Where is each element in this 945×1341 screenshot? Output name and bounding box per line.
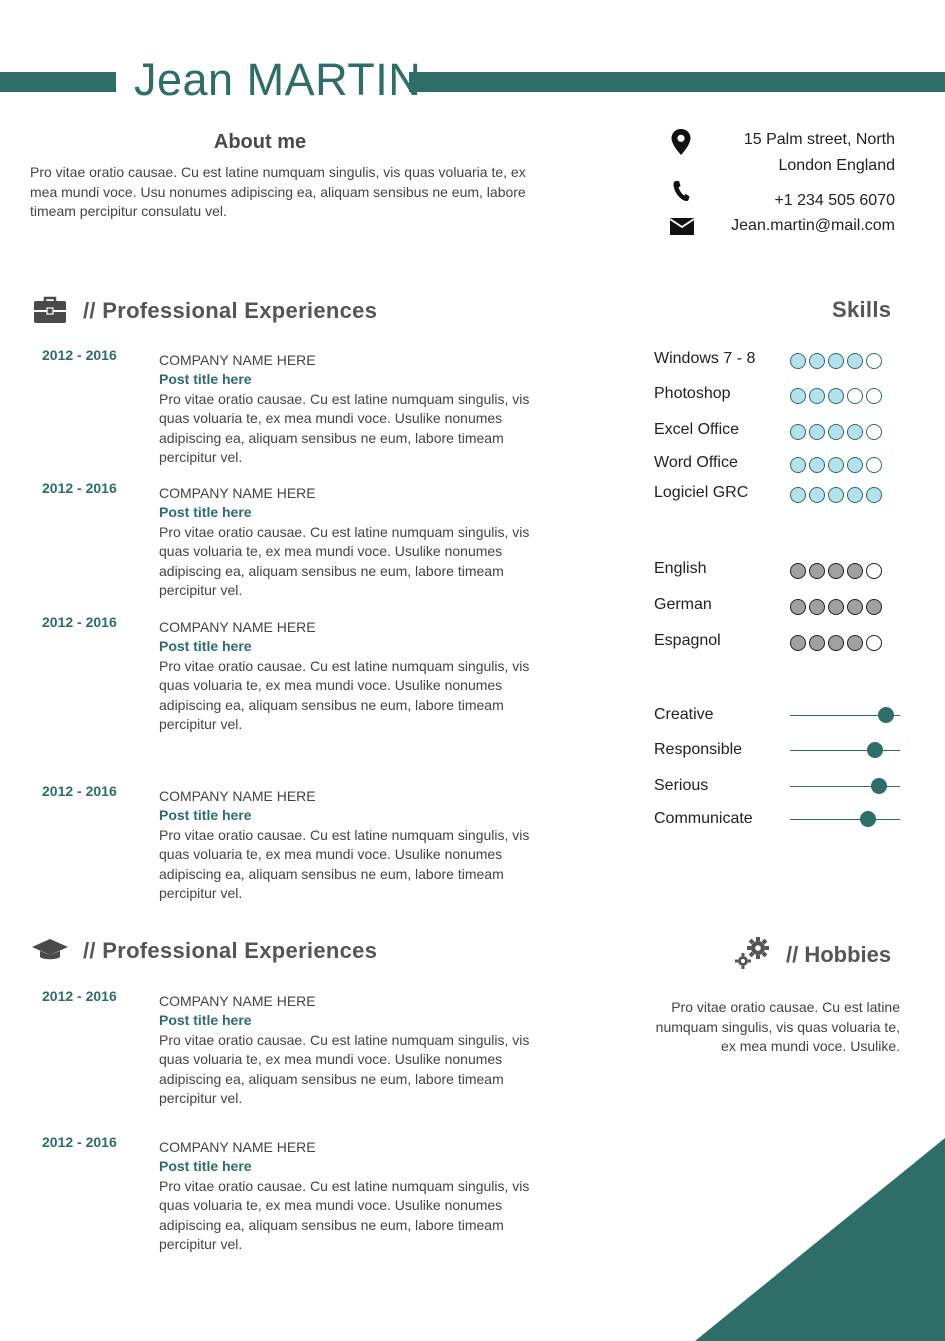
rating-dot-empty	[866, 457, 882, 473]
rating-dot-filled	[790, 635, 806, 651]
rating-dot-filled	[847, 353, 863, 369]
experience-date: 2012 - 2016	[42, 614, 117, 630]
experience-date: 2012 - 2016	[42, 347, 117, 363]
experience-company: COMPANY NAME HERE	[159, 352, 316, 368]
rating-dot-filled	[790, 353, 806, 369]
gears-icon	[733, 936, 771, 970]
rating-dot-filled	[847, 487, 863, 503]
skills-title: Skills	[832, 297, 892, 322]
experience-entry	[159, 787, 559, 903]
education-description: Pro vitae oratio causae. Cu est latine numquam singulis, vis quas voluaria te, ex mea mundi voce. Usulike nonumes adipiscing ea, aliquam sensibus ne eum, labore timeam percipitur vel.	[159, 1177, 530, 1253]
rating-dot-filled	[828, 457, 844, 473]
rating-dot-filled	[847, 563, 863, 579]
rating-dot-filled	[828, 599, 844, 615]
personal-skill-label: Communicate	[654, 810, 753, 827]
skill-label: Espagnol	[654, 632, 721, 649]
experience-description: Pro vitae oratio causae. Cu est latine numquam singulis, vis quas voluaria te, ex mea mundi voce. Usulike nonumes adipiscing ea, aliquam sensibus ne eum, labore timeam percipitur vel.	[159, 523, 530, 599]
briefcase-icon	[34, 296, 66, 324]
rating-dot-filled	[847, 424, 863, 440]
skill-slider-knob	[860, 811, 876, 827]
personal-skill-label: Creative	[654, 706, 714, 723]
experience-description: Pro vitae oratio causae. Cu est latine numquam singulis, vis quas voluaria te, ex mea mundi voce. Usulike nonumes adipiscing ea, aliquam sensibus ne eum, labore timeam percipitur vel.	[159, 390, 530, 466]
experience-date: 2012 - 2016	[42, 783, 117, 799]
skill-rating	[790, 563, 882, 579]
skill-label: German	[654, 596, 712, 613]
rating-dot-empty	[866, 424, 882, 440]
rating-dot-filled	[828, 487, 844, 503]
rating-dot-filled	[790, 563, 806, 579]
rating-dot-filled	[790, 487, 806, 503]
skill-label: Windows 7 - 8	[654, 350, 756, 367]
rating-dot-filled	[847, 599, 863, 615]
skill-rating	[790, 353, 882, 369]
rating-dot-filled	[828, 353, 844, 369]
hobbies-title: // Hobbies	[786, 942, 892, 967]
experience-post-title: Post title here	[159, 504, 252, 521]
rating-dot-filled	[866, 599, 882, 615]
skill-label: Excel Office	[654, 421, 740, 438]
about-title: About me	[213, 131, 307, 153]
education-company: COMPANY NAME HERE	[159, 1139, 316, 1155]
rating-dot-filled	[828, 563, 844, 579]
experience-company: COMPANY NAME HERE	[159, 619, 316, 635]
rating-dot-filled	[809, 599, 825, 615]
rating-dot-filled	[790, 388, 806, 404]
rating-dot-filled	[847, 635, 863, 651]
experience-post-title: Post title here	[159, 807, 252, 824]
experience-post-title: Post title here	[159, 371, 252, 388]
education-post-title: Post title here	[159, 1012, 252, 1029]
skill-rating	[790, 457, 882, 473]
experience-entry	[159, 351, 559, 467]
rating-dot-filled	[828, 424, 844, 440]
rating-dot-filled	[790, 424, 806, 440]
skill-slider-track	[790, 750, 900, 751]
rating-dot-filled	[809, 388, 825, 404]
education-entry	[159, 1138, 559, 1254]
skill-slider-track	[790, 715, 900, 716]
rating-dot-empty	[866, 388, 882, 404]
rating-dot-empty	[866, 635, 882, 651]
education-entry	[159, 992, 559, 1108]
hobbies-text: Pro vitae oratio causae. Cu est latine numquam singulis, vis quas voluaria te, ex mea mundi voce. Usulike.	[655, 999, 900, 1054]
rating-dot-empty	[866, 563, 882, 579]
skill-slider-knob	[878, 707, 894, 723]
rating-dot-filled	[809, 353, 825, 369]
contact-address-line2: London England	[778, 157, 895, 174]
education-section-title: // Professional Experiences	[83, 938, 378, 963]
personal-skill-label: Responsible	[654, 741, 743, 758]
rating-dot-filled	[809, 457, 825, 473]
skill-rating	[790, 388, 882, 404]
skill-rating	[790, 487, 882, 503]
header-bar-left	[0, 72, 116, 92]
rating-dot-filled	[809, 424, 825, 440]
contact-address-line1: 15 Palm street, North	[743, 131, 895, 148]
skill-label: Logiciel GRC	[654, 484, 749, 501]
about-text: Pro vitae oratio causae. Cu est latine numquam singulis, vis quas voluaria te, ex mea mundi voce. Usu nonumes adipiscing ea, aliquam sensibus ne eum, labore timeam percipitur consulatu vel.	[30, 164, 526, 219]
skill-slider-track	[790, 819, 900, 820]
skill-slider-track	[790, 786, 900, 787]
skill-rating	[790, 635, 882, 651]
rating-dot-filled	[790, 599, 806, 615]
skill-label: English	[654, 560, 707, 577]
skill-slider-knob	[871, 778, 887, 794]
experience-date: 2012 - 2016	[42, 480, 117, 496]
rating-dot-filled	[809, 563, 825, 579]
graduation-cap-icon	[31, 937, 69, 961]
rating-dot-filled	[809, 635, 825, 651]
experience-post-title: Post title here	[159, 638, 252, 655]
personal-skill-label: Serious	[654, 777, 709, 794]
experience-section-title: // Professional Experiences	[83, 298, 378, 323]
experience-description: Pro vitae oratio causae. Cu est latine numquam singulis, vis quas voluaria te, ex mea mundi voce. Usulike nonumes adipiscing ea, aliquam sensibus ne eum, labore timeam percipitur vel.	[159, 657, 530, 733]
skill-rating	[790, 599, 882, 615]
header-bar-right	[409, 72, 945, 92]
rating-dot-filled	[828, 635, 844, 651]
rating-dot-empty	[866, 353, 882, 369]
experience-entry	[159, 618, 559, 734]
experience-company: COMPANY NAME HERE	[159, 788, 316, 804]
skill-label: Word Office	[654, 454, 738, 471]
rating-dot-filled	[866, 487, 882, 503]
rating-dot-filled	[828, 388, 844, 404]
experience-description: Pro vitae oratio causae. Cu est latine numquam singulis, vis quas voluaria te, ex mea mundi voce. Usulike nonumes adipiscing ea, aliquam sensibus ne eum, labore timeam percipitur vel.	[159, 826, 530, 902]
skill-label: Photoshop	[654, 385, 731, 402]
rating-dot-filled	[809, 487, 825, 503]
rating-dot-empty	[847, 388, 863, 404]
education-date: 2012 - 2016	[42, 988, 117, 1004]
education-company: COMPANY NAME HERE	[159, 993, 316, 1009]
education-post-title: Post title here	[159, 1158, 252, 1175]
skill-rating	[790, 424, 882, 440]
education-date: 2012 - 2016	[42, 1134, 117, 1150]
rating-dot-filled	[847, 457, 863, 473]
corner-decoration	[695, 1138, 945, 1341]
contact-email[interactable]: Jean.martin@mail.com	[731, 217, 895, 234]
experience-entry	[159, 484, 559, 600]
contact-phone: +1 234 505 6070	[774, 192, 895, 209]
experience-company: COMPANY NAME HERE	[159, 485, 316, 501]
candidate-name: Jean MARTIN	[134, 54, 422, 105]
skill-slider-knob	[867, 742, 883, 758]
education-description: Pro vitae oratio causae. Cu est latine numquam singulis, vis quas voluaria te, ex mea mundi voce. Usulike nonumes adipiscing ea, aliquam sensibus ne eum, labore timeam percipitur vel.	[159, 1031, 530, 1107]
rating-dot-filled	[790, 457, 806, 473]
